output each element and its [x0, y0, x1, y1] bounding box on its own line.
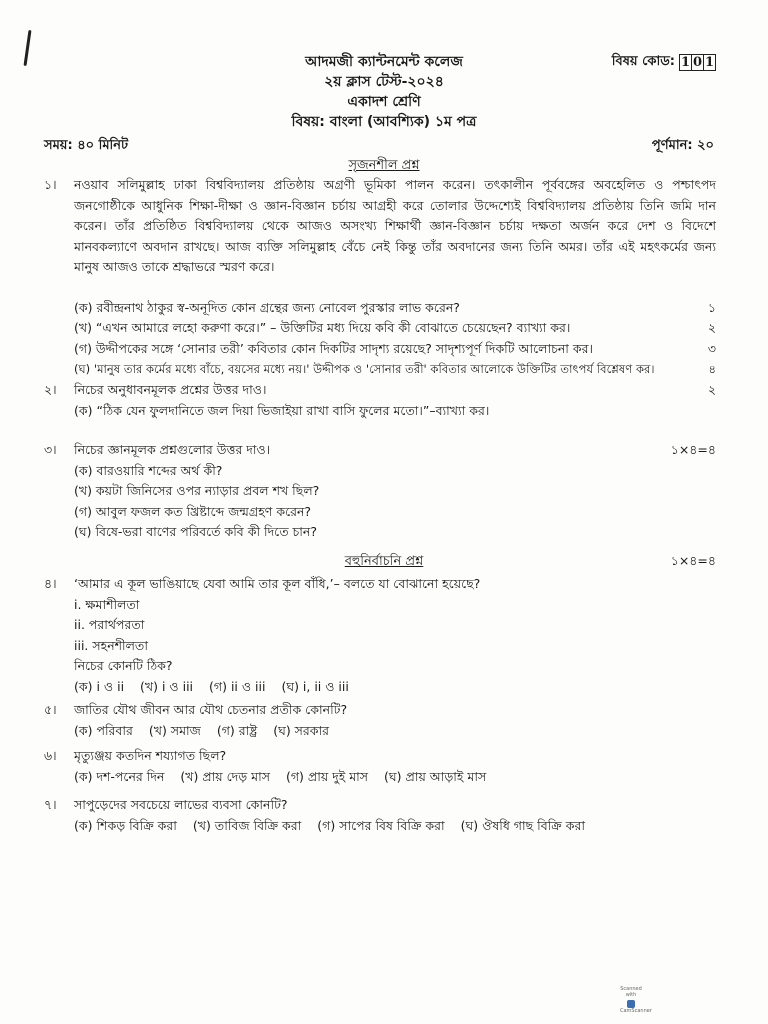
question-4 [44, 574, 716, 697]
answer-option: (খ) i ও iii [140, 678, 194, 694]
statement-item: iii. সহনশীলতা [74, 637, 148, 653]
question-5 [44, 700, 716, 741]
question-number: ২। [44, 382, 57, 397]
sub-question-mark: ২ [707, 320, 716, 335]
sub-question [74, 359, 716, 380]
answer-option: (ক) শিকড় বিক্রি করা [74, 817, 177, 833]
answer-option: (ক) পরিবার [74, 722, 133, 738]
answer-option: (গ) প্রায় দুই মাস [285, 768, 369, 784]
section-title-mcq: বহুনির্বাচনি প্রশ্ন [344, 554, 424, 569]
question-2 [44, 380, 716, 421]
question-stem: নওয়াব সলিমুল্লাহ ঢাকা বিশ্ববিদ্যালয় প্রতিষ্ঠায় অগ্রণী ভূমিকা পালন করেন। তৎকালীন পূর্ববঙ্গের অবহেলিত ও পশ্চাৎপদ জনগোষ্ঠীকে আধুনিক শিক্ষা-দীক্ষা ও জ্ঞান-বিজ্ঞান চর্চায় আগ্রহী করে তোলার উদ্দেশ্যেই বিশ্ববিদ্যালয় প্রতিষ্ঠায় তিনি জমি দান করেন। তাঁর প্রতিষ্ঠিত বিশ্ববিদ্যালয় থেকে আজও অসংখ্য শিক্ষার্থী জ্ঞান-বিজ্ঞান চর্চায় দক্ষতা অর্জন করে দেশ ও বিদেশে মানবকল্যাণে অবদান রাখছে। আজ ব্যক্তি সলিমুল্লাহ বেঁচে নেই কিন্তু তাঁর অবদানের জন্য তিনি অমর। তাঁর এই মহৎকর্মের জন্য মানুষ আজও তাকে শ্রদ্ধাভরে স্মরণ করে। [74, 177, 716, 274]
answer-option: (ঘ) সরকার [273, 722, 330, 738]
question-3 [44, 440, 716, 543]
answer-option: (ঘ) প্রায় আড়াই মাস [384, 768, 487, 784]
sub-question-mark: ১ [707, 299, 716, 315]
answer-options [74, 677, 716, 698]
sub-question-text: (ক) রবীন্দ্রনাথ ঠাকুর স্ব-অনূদিত কোন গ্রন্থের জন্য নোবেল পুরস্কার লাভ করেন? [74, 299, 460, 315]
answer-options [74, 767, 716, 788]
sub-question-mark: ৩ [707, 340, 716, 356]
scanner-logo-icon [627, 1000, 635, 1008]
question-stem [74, 380, 716, 401]
question-stem [74, 440, 716, 461]
sub-question-text: (ঘ) 'মানুষ তার কর্মের মধ্যে বাঁচে, বয়সের মধ্যে নয়।' উদ্দীপক ও 'সোনার তরী' কবিতার আলোকে উক্তিটির তাৎপর্য বিশ্লেষণ কর। [74, 362, 655, 376]
answer-option: (ক) দশ-পনের দিন [74, 768, 165, 784]
full-marks: পূর্ণমান: ২০ [651, 138, 714, 153]
subject-code-label: বিষয় কোড: [611, 54, 675, 69]
statement-item: ii. পরার্থপরতা [74, 617, 145, 632]
question-number: ১। [44, 177, 57, 192]
exam-name: ২য় ক্লাস টেস্ট-২০২৪ [324, 74, 444, 90]
question-stem: ‘আমার এ কূল ভাঙিয়াছে যেবা আমি তার কূল বাঁধি,’– বলতে যা বোঝানো হয়েছে? [74, 576, 481, 591]
answer-option: (খ) সমাজ [148, 722, 201, 738]
sub-question [74, 298, 716, 319]
scanner-text: Scanned with [620, 986, 642, 998]
answer-option: (গ) সাপের বিষ বিক্রি করা [317, 817, 445, 833]
question-1 [44, 175, 716, 380]
answer-options [74, 721, 716, 742]
question-stem: মৃত্যুঞ্জয় কতদিন শয্যাগত ছিল? [74, 748, 227, 763]
question-mark: ১×৪=৪ [670, 442, 716, 457]
scanner-brand: CamScanner [620, 1008, 652, 1014]
subject-code-digits [679, 54, 716, 71]
time-allowed: সময়: ৪০ মিনিট [44, 138, 129, 153]
code-digit: 1 [680, 55, 691, 70]
sub-question: (গ) আবুল ফজল কত খ্রিষ্টাব্দে জন্মগ্রহণ করেন? [74, 503, 312, 519]
question-6 [44, 746, 716, 787]
question-stem: জাতির যৌথ জীবন আর যৌথ চেতনার প্রতীক কোনটি? [74, 702, 348, 717]
institution-name: আদমজী ক্যান্টনমেন্ট কলেজ [305, 54, 463, 70]
sub-question: (ক) বারওয়ারি শব্দের অর্থ কী? [74, 462, 223, 478]
answer-option: (গ) রাষ্ট্র [216, 722, 258, 738]
subject-name: বিষয়: বাংলা (আবশ্যিক) ১ম পত্র [291, 114, 477, 130]
sub-question-text: (খ) “এখন আমারে লহো করুণা করে।” – উক্তিটির মধ্য দিয়ে কবি কী বোঝাতে চেয়েছেন? ব্যাখ্যা কর। [74, 320, 571, 335]
answer-option: (ঘ) ঔষধি গাছ বিক্রি করা [460, 817, 585, 833]
mcq-marks: ১×৪=৪ [670, 553, 716, 568]
question-7 [44, 795, 716, 836]
sub-question: (খ) কয়টা জিনিসের ওপর ন্যাড়ার প্রবল শখ ছিল? [74, 483, 320, 498]
exam-meta [44, 136, 714, 157]
subject-code [612, 52, 716, 73]
answer-option: (খ) প্রায় দেড় মাস [180, 768, 270, 784]
answer-option: (ক) i ও ii [74, 678, 125, 694]
scanner-watermark [620, 986, 652, 1014]
question-number: ৭। [44, 797, 57, 812]
answer-option: (খ) তাবিজ বিক্রি করা [192, 817, 302, 833]
question-mark: ২ [707, 382, 716, 397]
question-number: ৬। [44, 748, 57, 763]
answer-options [74, 816, 716, 837]
question-number: ৪। [44, 576, 57, 591]
sub-question-text: (গ) উদ্দীপকের সঙ্গে ‘সোনার তরী’ কবিতার কোন দিকটির সাদৃশ্য রয়েছে? সাদৃশ্যপূর্ণ দিকটি আলোচনা কর। [74, 340, 593, 356]
question-stem-text: নিচের অনুধাবনমূলক প্রশ্নের উত্তর দাও। [74, 382, 267, 397]
question-stem-text: নিচের জ্ঞানমূলক প্রশ্নগুলোর উত্তর দাও। [74, 442, 271, 457]
sub-question [74, 339, 716, 360]
statement-item: i. ক্ষমাশীলতা [74, 596, 140, 612]
class-name: একাদশ শ্রেণি [347, 94, 421, 110]
code-digit: 0 [692, 55, 703, 70]
code-digit: 1 [704, 55, 715, 70]
sub-question: (ঘ) বিষে-ভরা বাণের পরিবর্তে কবি কী দিতে চান? [74, 524, 318, 539]
sub-question: (ক) “ঠিক যেন ফুলদানিতে জল দিয়া ভিজাইয়া রাখা বাসি ফুলের মতো।”–ব্যাখ্যা কর। [74, 402, 490, 418]
sub-question [74, 318, 716, 339]
question-stem: সাপুড়েদের সবচেয়ে লাভের ব্যবসা কোনটি? [74, 797, 288, 812]
section-title-creative: সৃজনশীল প্রশ্ন [348, 158, 420, 173]
question-prompt: নিচের কোনটি ঠিক? [74, 658, 173, 673]
question-number: ৫। [44, 702, 57, 717]
sub-question-mark: ৪ [708, 362, 716, 376]
answer-option: (ঘ) i, ii ও iii [281, 678, 349, 694]
question-number: ৩। [44, 442, 57, 457]
answer-option: (গ) ii ও iii [209, 678, 266, 694]
